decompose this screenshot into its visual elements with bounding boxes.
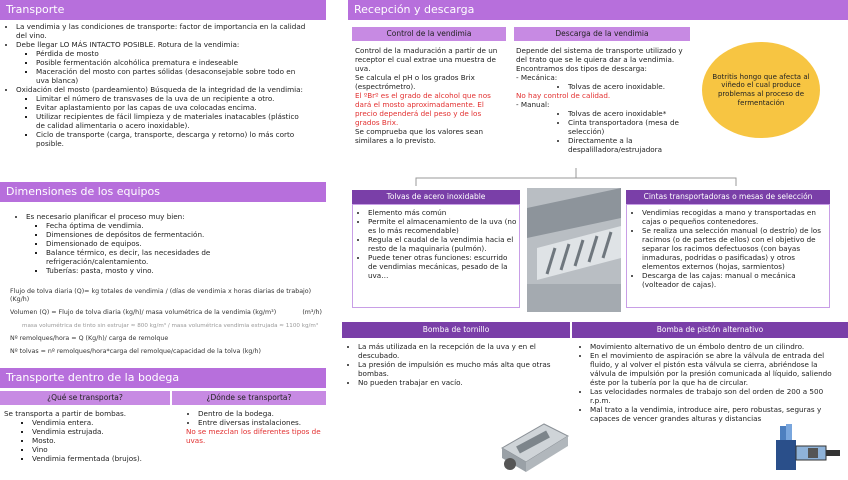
list-item: • Las velocidades normales de trabajo son del orden de 200 a 500 r.p.m. bbox=[590, 387, 844, 405]
formula-volumen: Volumen (Q) = Flujo de tolva diaria (kg/h)/ masa volumétrica de la vendimia (kg/m³) bbox=[10, 309, 277, 316]
formula-masa: masa volumétrica de tinto sin estrujar ≈ 800 kg/m³ / masa volumétrica vendimia estrujada ≈ 1100 kg/m³ bbox=[22, 323, 319, 329]
list-item: ▪ Maceración del mosto con partes sólidas (desaconsejable sobre todo en uva blanca) bbox=[36, 67, 310, 85]
list-item: ▪ Ciclo de transporte (carga, transporte, descarga y retorno) lo más corto posible. bbox=[36, 130, 310, 148]
list-item: • Mal trato a la vendimia, introduce aire, pero robustas, seguras y capaces de vencer grandes alturas y distancias bbox=[590, 405, 844, 423]
descarga-body bbox=[516, 46, 688, 154]
list-item: ▪ Vino bbox=[32, 445, 174, 454]
control-header: Control de la vendimia bbox=[352, 27, 506, 41]
tolva-photo bbox=[527, 188, 621, 312]
bodega-q1-lead: Se transporta a partir de bombas. bbox=[4, 409, 127, 418]
dimensiones-header bbox=[0, 182, 326, 202]
transporte-body bbox=[4, 22, 310, 148]
bodega-q2-header: ¿Dónde se transporta? bbox=[172, 391, 326, 405]
control-p2: Se calcula el pH o los grados Brix (espectrómetro). bbox=[355, 73, 475, 91]
recepcion-title: Recepción y descarga bbox=[354, 3, 475, 16]
tornillo-header: Bomba de tornillo bbox=[342, 322, 570, 338]
tornillo-body bbox=[346, 342, 564, 387]
bodega-red-note: No se mezclan los diferentes tipos de uvas. bbox=[186, 427, 321, 445]
list-item: ▪ Posible fermentación alcohólica prematura e indeseable bbox=[36, 58, 310, 67]
list-item: ▪ Dimensionado de equipos. bbox=[46, 239, 314, 248]
descarga-header: Descarga de la vendimia bbox=[514, 27, 690, 41]
list-item: • La más utilizada en la recepción de la uva y en el descubado. bbox=[358, 342, 564, 360]
list-item: ▪ Balance térmico, es decir, las necesidades de refrigeración/calentamiento. bbox=[46, 248, 314, 266]
control-p3: Se comprueba que los valores sean similares a lo previsto. bbox=[355, 127, 484, 145]
list-item: ▪ Evitar aplastamiento por las capas de uva colocadas encima. bbox=[36, 103, 310, 112]
list-item: • Permite el almacenamiento de la uva (no es lo más recomendable) bbox=[368, 217, 518, 235]
list-item: • Se realiza una selección manual (o destrío) de los racimos (o de partes de ellos) con el objetivo de separar los racimos defectuosos (con bayas inmaduras, podridas o pasificadas) y otros elementos externos (hojas, sarmientos) bbox=[642, 226, 826, 271]
descarga-mecanica: - Mecánica: bbox=[516, 73, 558, 82]
bodega-title: Transporte dentro de la bodega bbox=[6, 371, 180, 384]
descarga-p1: Depende del sistema de transporte utilizado y del trato que se le quiera dar a la vendimia. Encontramos dos tipos de descarga: bbox=[516, 46, 683, 73]
list-item: ▪ Limitar el número de transvases de la uva de un recipiente a otro. bbox=[36, 94, 310, 103]
list-item: • Elemento más común bbox=[368, 208, 518, 217]
list-item: • No pueden trabajar en vacío. bbox=[358, 378, 564, 387]
control-red: El ºBrº es el grado de alcohol que nos dará el mosto aproximadamente. El precio dependerá del peso y de los grados Brix. bbox=[355, 91, 491, 127]
list-item: • Debe llegar LO MÁS INTACTO POSIBLE. Rotura de la vendimia: ▪ Pérdida de mosto ▪ Posible fermentación alcohólica prematura e indeseable ▪ Maceración del mosto con partes sólidas (desaconsejable sobre todo en uva blanca) bbox=[16, 40, 310, 85]
descarga-red: No hay control de calidad. bbox=[516, 91, 611, 100]
formula-tolvas: Nº tolvas = nº remolques/hora*carga del remolque/capacidad de la tolva (kg/h) bbox=[10, 348, 261, 355]
list-item: • La vendimia y las condiciones de transporte: factor de importancia en la calidad del vino. bbox=[16, 22, 310, 40]
list-item: • Tolvas de acero inoxidable. bbox=[568, 82, 688, 91]
list-item: ▪ Mosto. bbox=[32, 436, 174, 445]
bodega-q1-header: ¿Qué se transporta? bbox=[0, 391, 170, 405]
transporte-title: Transporte bbox=[6, 3, 65, 16]
control-body bbox=[355, 46, 503, 145]
cintas-body bbox=[630, 208, 826, 289]
list-item: • Tolvas de acero inoxidable* bbox=[568, 109, 688, 118]
list-item: ▪ Vendimia fermentada (brujos). bbox=[32, 454, 174, 463]
cintas-header: Cintas transportadoras o mesas de selección bbox=[626, 190, 830, 204]
list-item: • Entre diversas instalaciones. bbox=[198, 418, 326, 427]
list-item: ▪ Fecha óptima de vendimia. bbox=[46, 221, 314, 230]
tolvas-header: Tolvas de acero inoxidable bbox=[352, 190, 520, 204]
list-item: • Oxidación del mosto (pardeamiento) Búsqueda de la integridad de la vendimia: ▪ Limitar el número de transvases de la uva de un recipiente a otro. ▪ Evitar aplastamiento por las capas de uva colocadas encima. ▪ Utilizar recipientes de fácil limpieza y de materiales inatacables (plástico de calidad alimentaria o acero inoxidable). ▪ Ciclo de transporte (carga, transporte, descarga y retorno) lo más corto posible. bbox=[16, 85, 310, 148]
descarga-manual: - Manual: bbox=[516, 100, 550, 109]
list-item: • Es necesario planificar el proceso muy bien: ▪ Fecha óptima de vendimia. ▪ Dimensiones de depósitos de fermentación. ▪ Dimensionado de equipos. ▪ Balance térmico, es decir, las necesidades de refrigeración/calentamiento. ▪ Tuberías: pasta, mosto y vino. bbox=[26, 212, 314, 275]
list-item: ▪ Vendimia estrujada. bbox=[32, 427, 174, 436]
list-item: • En el movimiento de aspiración se abre la válvula de entrada del fluido, y al volver el pistón esta válvula se cierra, abriéndose la válvula de impulsión por la presión comunicada al líquido, saliendo éste por la tubería por la que ha de circular. bbox=[590, 351, 844, 387]
formula-remolques: Nº remolques/hora = Q (Kg/h)/ carga de remolque bbox=[10, 335, 169, 342]
bodega-header bbox=[0, 368, 326, 388]
list-item: ▪ Utilizar recipientes de fácil limpieza y de materiales inatacables (plástico de calidad alimentaria o acero inoxidable). bbox=[36, 112, 310, 130]
list-item: ▪ Pérdida de mosto bbox=[36, 49, 310, 58]
transporte-header bbox=[0, 0, 326, 20]
list-item: • Descarga de las cajas: manual o mecánica (volteador de cajas). bbox=[642, 271, 826, 289]
list-item: • Cinta transportadora (mesa de selección) bbox=[568, 118, 688, 136]
tolvas-body bbox=[356, 208, 518, 280]
formula-volumen-unit: (m³/h) bbox=[302, 309, 322, 316]
list-item: ▪ Vendimia entera. bbox=[32, 418, 174, 427]
piston-body bbox=[578, 342, 844, 423]
list-item: • Directamente a la despalilladora/estrujadora bbox=[568, 136, 688, 154]
list-item: • Dentro de la bodega. bbox=[198, 409, 326, 418]
bodega-q2-body bbox=[186, 409, 326, 445]
list-item: ▪ Tuberías: pasta, mosto y vino. bbox=[46, 266, 314, 275]
recepcion-header bbox=[348, 0, 848, 20]
botritis-bubble bbox=[702, 42, 820, 138]
list-item: • Vendimias recogidas a mano y transportadas en cajas o pequeños contenedores. bbox=[642, 208, 826, 226]
list-item: ▪ Dimensiones de depósitos de fermentación. bbox=[46, 230, 314, 239]
piston-pump-image bbox=[772, 418, 844, 476]
list-item: • Puede tener otras funciones: escurrido de vendimias mecánicas, pesado de la uva… bbox=[368, 253, 518, 280]
piston-header: Bomba de pistón alternativo bbox=[572, 322, 848, 338]
formula-flujo: Flujo de tolva diaria (Q)= kg totales de vendimia / (días de vendimia x horas diarias de trabajo) (Kg/h) bbox=[10, 288, 312, 303]
list-item: • La presión de impulsión es mucho más alta que otras bombas. bbox=[358, 360, 564, 378]
dimensiones-body bbox=[14, 212, 314, 275]
bodega-q1-body bbox=[4, 409, 174, 463]
formulas bbox=[10, 288, 322, 356]
dimensiones-title: Dimensiones de los equipos bbox=[6, 185, 160, 198]
list-item: • Regula el caudal de la vendimia hacia el resto de la maquinaria (pulmón). bbox=[368, 235, 518, 253]
list-item: • Movimiento alternativo de un émbolo dentro de un cilindro. bbox=[590, 342, 844, 351]
botritis-text: Botritis hongo que afecta al viñedo el cual produce problemas al proceso de fermentación bbox=[712, 72, 810, 107]
control-p1: Control de la maduración a partir de un receptor el cual extrae una muestra de uva. bbox=[355, 46, 498, 73]
tornillo-pump-image bbox=[494, 418, 576, 476]
